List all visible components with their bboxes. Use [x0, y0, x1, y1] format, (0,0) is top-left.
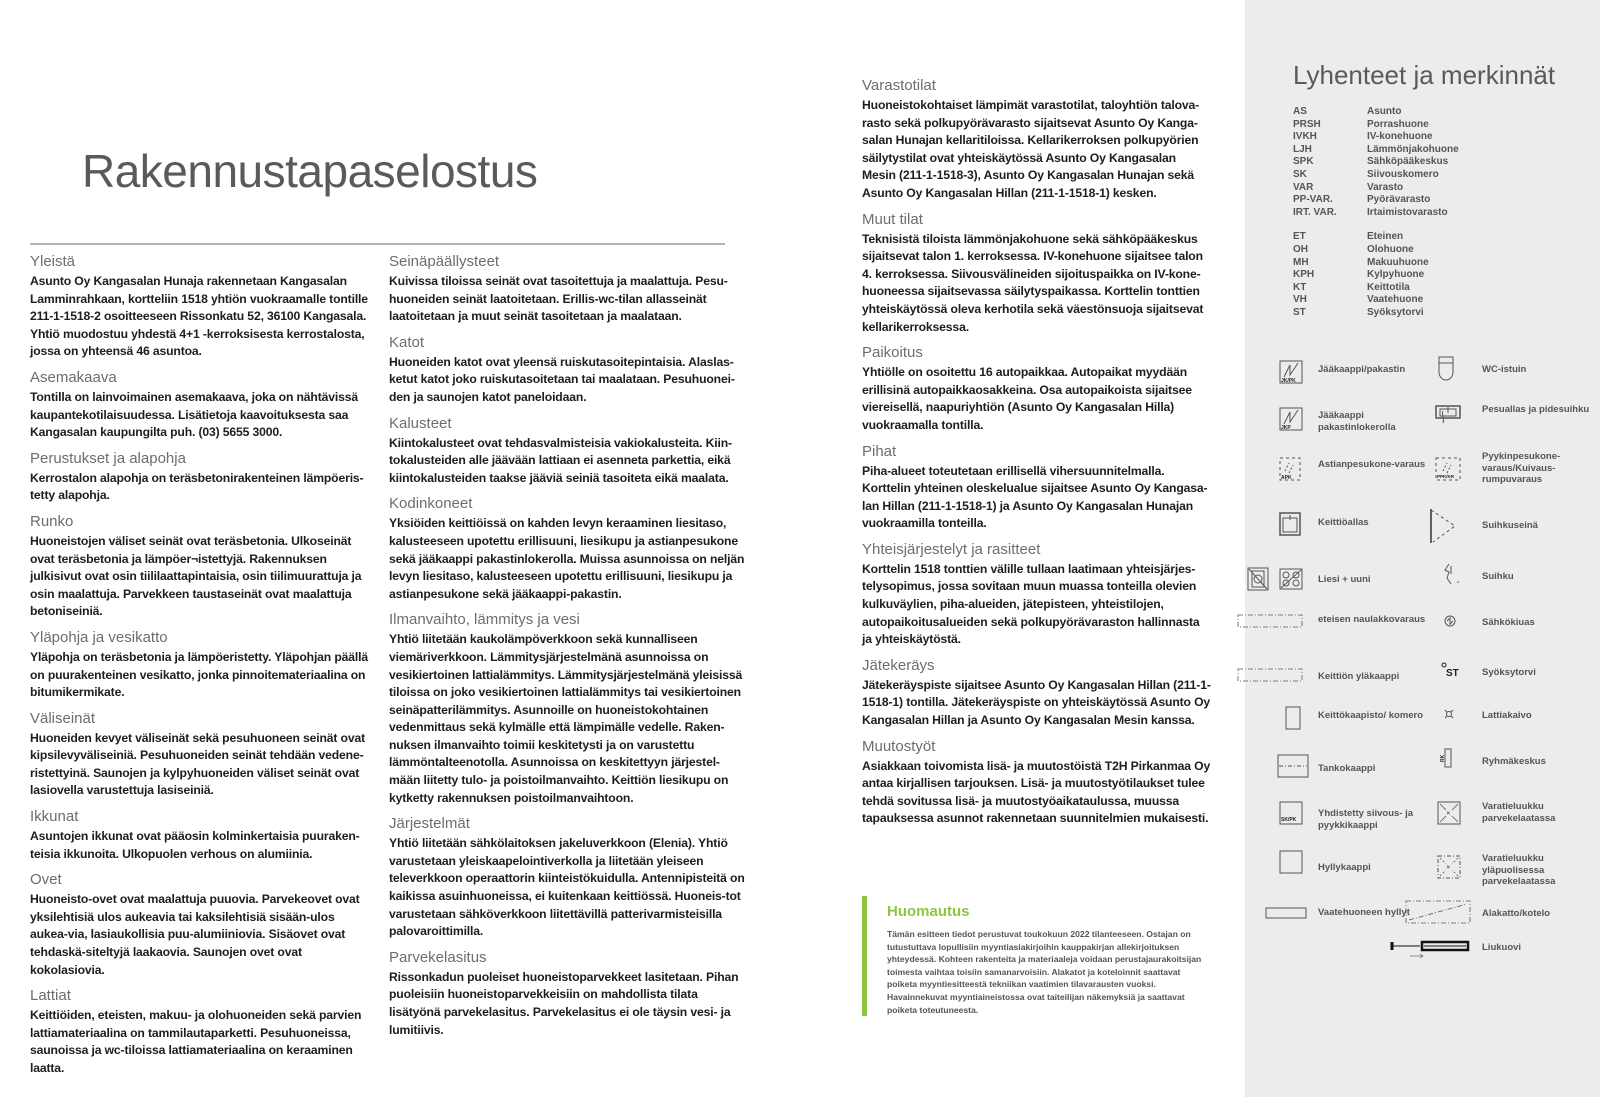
section-ilmanvaihto-lammitys-ja-vesi — [389, 610, 745, 807]
abbreviation-code: ST — [1293, 306, 1306, 318]
section-heading: Muut tilat — [862, 210, 923, 228]
legend-symbol-label: Syöksytorvi — [1482, 667, 1536, 678]
note-box — [862, 896, 1212, 1016]
cabinet-closet-icon — [1285, 706, 1301, 730]
section-heading: Ikkunat — [30, 808, 79, 826]
text-column-1 — [30, 252, 375, 1085]
section-heading: Yläpohja ja vesikatto — [30, 628, 168, 646]
abbreviation-code: IVKH — [1293, 131, 1317, 143]
sliding-door-icon — [1390, 940, 1470, 962]
abbreviation-code: ET — [1293, 231, 1306, 243]
section-body: Yksiöiden keittiöissä on kahden levyn keraaminen liesitaso, kalusteeseen upotettu erillisuuni, liesikupu ja astianpesukone sekä jääkaappi pakastinlokerolla. Muissa asunnoissa on neljän levyn liesitaso, kalusteeseen upotettu erillisuuni, liesikupu ja astianpesukone sekä jääkaappi-pakastin. — [389, 516, 745, 601]
legend-symbol-label: Suihkuseinä — [1482, 520, 1538, 531]
section-body: Yhtiö liitetään kaukolämpöverkkoon sekä kunnalliseen viemäriverkkoon. Lämmitysjärjestelmänä asunnoissa on vesikiertoinen lattialämmitys. Lämmitysjärjestelmänä yleisissä tiloissa on joko vesikiertoinen lattialämmitys tai vesikiertoinen seinäpatterilämmitys. Asunnoille on huoneistokohtainen vedenmittaus sekä kylmälle että lämpimälle vedelle. Raken-nuksen ilmanvaihto toimii keskitetysti ja on varustettu lämmöntalteenotolla. Asunnoissa on keskitettyyn järjestel-mään liitetty tulo- ja poistoilmanvaihto. Keittiön liesikupu on kytketty rakennuksen poistoilmanvaihtoon. — [389, 632, 743, 805]
legend-symbol-label: Suihku — [1482, 571, 1514, 582]
abbreviation-code: VH — [1293, 294, 1307, 306]
legend-symbol-label: Liesi + uuni — [1318, 574, 1371, 585]
abbreviation-row — [1293, 244, 1543, 257]
abbreviation-row — [1293, 119, 1543, 132]
page-title: Rakennustapaselostus — [82, 145, 538, 197]
abbreviation-row — [1293, 231, 1543, 244]
kitchen-sink-icon — [1279, 512, 1301, 536]
abbreviation-meaning: Siivouskomero — [1367, 168, 1439, 180]
legend-symbol-label: Yhdistetty siivous- ja pyykkikaappi — [1318, 808, 1414, 831]
abbreviation-code: OH — [1293, 243, 1308, 255]
legend-symbol-label: Lattiakaivo — [1482, 710, 1532, 721]
washer-dryer-reservation-icon — [1435, 457, 1461, 481]
svg-text:RK: RK — [1440, 754, 1446, 762]
section-pihat — [862, 442, 1212, 533]
section-heading: Katot — [389, 333, 425, 351]
section-body: Rissonkadun puoleiset huoneistoparvekkeet lasitetaan. Pihan puoleisiin huoneistoparvekkeisiin on mahdollista tilata lisätyönä parvekelasitus. Parvekelasitus ei ole täysin vesi- ja lumitiivis. — [389, 969, 739, 1037]
downpipe-icon — [1441, 662, 1463, 678]
section-lattiat — [30, 986, 375, 1077]
abbreviation-code: PP-VAR. — [1293, 194, 1333, 206]
section-muutostyot — [862, 737, 1212, 828]
abbreviation-row — [1293, 169, 1543, 182]
abbreviation-gap — [1293, 219, 1543, 231]
section-heading: Lattiat — [30, 987, 71, 1005]
section-jatekerays — [862, 656, 1212, 730]
section-heading: Järjestelmät — [389, 815, 470, 833]
svg-text:APK: APK — [1281, 475, 1292, 481]
legend-symbol-label: Sähkökiuas — [1482, 617, 1535, 628]
svg-text:×: × — [1446, 865, 1451, 871]
section-heading: Yhteisjärjestelyt ja rasitteet — [862, 540, 1041, 558]
legend-symbol-label: Jääkaappi pakastinlokerolla — [1318, 410, 1396, 433]
wardrobe-shelves-icon — [1265, 907, 1307, 919]
abbreviation-code: AS — [1293, 106, 1307, 117]
legend-symbol-label: Tankokaappi — [1318, 763, 1376, 774]
abbreviation-meaning: Kylpyhuone — [1367, 269, 1425, 281]
wc-seat-icon — [1437, 356, 1455, 382]
section-body: Yhtiö liitetään sähkölaitoksen jakeluverkkoon (Elenia). Yhtiö varustetaan yleiskaapelointiverkolla ja liitetään yleiseen televerkkoon operaattorin kiinteistökuidulla. Antennipisteitä on kaikissa asuinhuoneissa, ei kuitenkaan keittiössä. Huoneis-tot varustetaan sähköverkkoon liitettävillä patterivarmisteisilla palovaroittimilla. — [389, 836, 745, 939]
section-body: Huoneiden kevyet väliseinät sekä pesuhuoneen seinät ovat kipsilevyväliseiniä. Pesuhuoneiden seinät tehdään vedene-ristettyinä. Saunojen ja kylpyhuoneiden väliset seinät ovat lasiovella varustettuja lasiseiniä. — [30, 730, 366, 798]
abbreviation-meaning: Eteinen — [1367, 231, 1404, 243]
fridge-icon — [1279, 407, 1303, 431]
text-column-2 — [389, 252, 745, 1046]
section-parvekelasitus — [389, 948, 745, 1039]
abbreviation-meaning: Lämmönjakohuone — [1367, 143, 1459, 155]
section-heading: Pihat — [862, 442, 897, 460]
section-kalusteet — [389, 414, 745, 488]
section-body: Teknisistä tiloista lämmönjakohuone sekä sähköpääkeskus sijaitsevat talon 1. kerroksessa. IV-konehuone sijaitsee talon 4. kerroksessa. Siivousvälineiden sijoituspaikka on IV-kone-huoneessa sijaitsevassa säilytyspaikassa. Korttelin tonttien yhteiskäytössä oleva kerhotila sekä väestönsuoja sijaitsevat kellarikerroksessa. — [862, 231, 1204, 334]
svg-text:×: × — [1446, 811, 1451, 817]
section-body: Keittiöiden, eteisten, makuu- ja olohuoneiden sekä parvien lattiamateriaalina on tammilautaparketti. Pesuhuoneissa, saunoissa ja wc-tiloissa lattiamateriaalina on keraaminen laatta. — [30, 1008, 362, 1075]
abbreviation-code: SPK — [1293, 156, 1314, 168]
dishwasher-reservation-icon — [1279, 457, 1301, 481]
upper-cabinet-icon — [1237, 668, 1303, 682]
section-muut-tilat — [862, 210, 1212, 337]
abbreviation-meaning: Porrashuone — [1367, 118, 1429, 130]
section-heading: Parvekelasitus — [389, 948, 487, 966]
section-heading: Kodinkoneet — [389, 495, 473, 513]
balcony-hatch-icon — [1437, 801, 1461, 825]
abbreviation-meaning: Syöksytorvi — [1367, 306, 1424, 318]
abbreviation-code: PRSH — [1293, 118, 1321, 130]
section-body: Huoneistojen väliset seinät ovat teräsbetonia. Ulkoseinät ovat teräsbetonia ja lämpöer¬istettyjä. Rakennuksen julkisivut ovat osin tiililaattapintaisia, osin tiilimuurattuja ja osin maalattuja. Parvekkeen taustaseinät ovat maalattuja betoniseiniä. — [30, 533, 362, 619]
legend-symbol-label: Keittiöallas — [1318, 517, 1369, 528]
abbreviation-code: KPH — [1293, 269, 1315, 281]
section-body: Piha-alueet toteutetaan erillisellä vihersuunnitelmalla. Korttelin yhteinen oleskelualue sijaitsee Asunto Oy Kangasa-lan Hillan (211-1-1518-1) ja Asunto Oy Kangasalan Hunajan vuokraamilla tonteilla. — [862, 463, 1208, 531]
abbreviation-meaning: Asunto — [1367, 106, 1402, 117]
legend-panel — [1245, 0, 1600, 1097]
legend-symbol-label: Astianpesukone-varaus — [1318, 459, 1426, 470]
fridge-freezer-icon — [1279, 360, 1303, 384]
legend-symbol-label: eteisen naulakkovaraus — [1318, 614, 1426, 625]
section-body: Huoneiden katot ovat yleensä ruiskutasoitepintaisia. Alaslas-ketut katot joko ruiskutasoitetaan tai maalataan. Pesuhuonei-den ja saunojen katot paneloidaan. — [389, 354, 735, 404]
section-heading: Runko — [30, 512, 74, 530]
section-body: Jätekeräyspiste sijaitsee Asunto Oy Kangasalan Hillan (211-1-1518-1) tontilla. Jätekeräyspiste on yhteiskäytössä Asunto Oy Kangasalan Hillan ja Asunto Oy Kangasalan Mesin kanssa. — [862, 677, 1211, 728]
legend-symbol-label: Pesuallas ja pidesuihku — [1482, 404, 1590, 415]
section-yleista — [30, 252, 375, 361]
abbreviation-group-rooms — [1293, 106, 1543, 219]
abbreviation-code: SK — [1293, 168, 1307, 180]
legend-symbol-label: Hyllykaappi — [1318, 862, 1371, 873]
balcony-hatch-above-icon — [1437, 855, 1461, 879]
section-asemakaava — [30, 368, 375, 442]
section-heading: Muutostyöt — [862, 737, 936, 755]
title-divider — [30, 243, 725, 245]
section-body: Asuntojen ikkunat ovat pääosin kolminkertaisia puuraken-teisia ikkunoita. Ulkopuolen verhous on alumiinia. — [30, 829, 360, 861]
abbreviation-code: KT — [1293, 281, 1307, 293]
legend-symbol-label: WC-istuin — [1482, 364, 1527, 375]
section-varastotilat — [862, 76, 1212, 203]
abbreviation-row — [1293, 207, 1543, 220]
section-body: Kuivissa tiloissa seinät ovat tasoitettuja ja maalattuja. Pesu-huoneiden seinät laatoitetaan. Erillis-wc-tilan allasseinät laatoitetaan ja muut seinät tasoitetaan ja maalataan. — [389, 274, 728, 324]
stove-oven-icon — [1247, 567, 1303, 591]
section-heading: Perustukset ja alapohja — [30, 449, 186, 467]
svg-text:SK/PK: SK/PK — [1281, 817, 1297, 823]
section-jarjestelmat — [389, 814, 745, 941]
note-body: Tämän esitteen tiedot perustuvat toukokuun 2022 tilanteeseen. Ostajan on tutustuttava lopullisiin myyntiasiakirjoihin kauppakirjan allekirjoituksen yhteydessä. Kohteen rakenteita ja materiaaleja voidaan perustajaurakoitsijan toimesta vaihtaa toisiin samanarvoisiin. Alakatot ja koteloinnit saattavat poiketa myyntiesitteestä tekniikan vaatimien tilavarausten vuoksi. Havainnekuvat myyntiaineistossa ovat taiteilijan näkemyksiä ja saattavat poiketa toteutuneesta. — [887, 929, 1202, 1015]
abbreviation-row — [1293, 269, 1543, 282]
section-seinapaallysteet — [389, 252, 745, 326]
legend-symbol-label: Liukuovi — [1482, 942, 1522, 953]
abbreviation-meaning: Pyörävarasto — [1367, 194, 1431, 206]
legend-symbol-label: Varatieluukku parvekelaatassa — [1482, 801, 1556, 824]
section-body: Kiintokalusteet ovat tehdasvalmisteisia vakiokalusteita. Kiin-tokalusteiden alle jäävään lattiaan ei asenneta parkettia, eikä kiintokalusteiden taakse jääviä seiniä tasoiteta eikä maalata. — [389, 435, 732, 485]
rod-cabinet-icon — [1277, 754, 1309, 778]
legend-symbol-label: Pyykinpesukone-varaus/Kuivaus-rumpuvaraus — [1482, 451, 1561, 485]
section-body: Yhtiölle on osoitettu 16 autopaikkaa. Autopaikat myydään erillisinä autopaikkaosakkeina. Osa autopaikoista sijaitsee viereisellä, naapuriyhtiön (Asunto Oy Kangasalan Hilla) vuokraamalla tontilla. — [862, 365, 1192, 432]
legend-symbol-label: Jääkaappi/pakastin — [1318, 364, 1406, 375]
shower-icon — [1441, 562, 1461, 586]
section-heading: Varastotilat — [862, 77, 936, 94]
section-body: Tontilla on lainvoimainen asemakaava, joka on nähtävissä kaupantekotilaisuudessa. Lisätietoja kaavoituksesta saa Kangasalan kaupungilta puh. (03) 5655 3000. — [30, 389, 359, 440]
section-heading: Asemakaava — [30, 368, 117, 386]
abbreviation-meaning: Olohuone — [1367, 243, 1414, 255]
section-runko — [30, 512, 375, 621]
section-katot — [389, 333, 745, 407]
section-heading: Ovet — [30, 871, 62, 889]
legend-title: Lyhenteet ja merkinnät — [1293, 60, 1556, 90]
text-column-3 — [862, 76, 1212, 835]
abbreviation-meaning: Irtaimistovarasto — [1367, 206, 1448, 218]
abbreviation-row — [1293, 257, 1543, 270]
section-body: Korttelin 1518 tonttien välille tullaan laatimaan yhteisjärjes-telysopimus, jossa sovitaan muun muassa tonteilla olevien kulkuväylien, piha-alueiden, jätepisteen, yhteistilojen, autopaikoitusalueiden sekä polkupyörävaraston hallinnasta ja yhteiskäytöstä. — [862, 561, 1200, 647]
section-heading: Väliseinät — [30, 709, 96, 727]
svg-text:JKP: JKP — [1281, 425, 1291, 431]
abbreviation-meaning: IV-konehuone — [1367, 131, 1433, 143]
abbreviation-row — [1293, 282, 1543, 295]
svg-text:JK/PK: JK/PK — [1281, 378, 1296, 384]
abbreviation-row — [1293, 106, 1543, 119]
abbreviation-group-spaces — [1293, 231, 1543, 319]
abbreviation-meaning: Varasto — [1367, 181, 1404, 193]
section-ylapohja-ja-vesikatto — [30, 628, 375, 702]
abbreviation-row — [1293, 131, 1543, 144]
abbreviation-meaning: Makuuhuone — [1367, 256, 1429, 268]
floor-drain-icon — [1443, 708, 1455, 720]
section-kodinkoneet — [389, 494, 745, 603]
section-paikoitus — [862, 343, 1212, 434]
washbasin-bidet-shower-icon — [1435, 403, 1461, 425]
section-body: Kerrostalon alapohja on teräsbetonirakenteinen lämpöeris-tetty alapohja. — [30, 470, 364, 503]
section-body: Huoneistokohtaiset lämpimät varastotilat, taloyhtiön talova-rasto sekä polkupyörävarasto sijaitsevat Asunto Oy Kanga-salan Hunajan kellaritiloissa. Kellarikerroksen polkupyörien säilytystilat ovat yhteiskäytössä Asunto Oy Kangasalan Mesin (211-1-1518-3), Asunto Oy Kangasalan Hunajan sekä Asunto Oy Kangasalan Hillan (211-1-1518-1) kesken. — [862, 98, 1200, 200]
abbreviation-row — [1293, 156, 1543, 169]
section-yhteisjarjestelyt-ja-rasitteet — [862, 540, 1212, 649]
svg-text:PPK/KR: PPK/KR — [1437, 474, 1455, 479]
abbreviation-meaning: Vaatehuone — [1367, 294, 1424, 306]
section-heading: Seinäpäällysteet — [389, 253, 500, 270]
note-heading: Huomautus — [887, 903, 970, 920]
legend-symbol-label: Keittiön yläkaappi — [1318, 671, 1400, 682]
abbreviation-code: VAR — [1293, 181, 1314, 193]
legend-symbol-label: Ryhmäkeskus — [1482, 756, 1546, 767]
abbreviation-code: LJH — [1293, 143, 1312, 155]
section-heading: Paikoitus — [862, 344, 923, 362]
lowered-ceiling-icon — [1405, 900, 1471, 924]
section-heading: Jätekeräys — [862, 656, 935, 674]
shower-wall-icon — [1427, 508, 1457, 544]
cleaning-laundry-cabinet-icon — [1279, 801, 1303, 825]
legend-symbol-label: Vaatehuoneen hyllyt — [1318, 907, 1410, 918]
electric-sauna-stove-icon — [1443, 614, 1457, 628]
abbreviation-code: IRT. VAR. — [1293, 206, 1337, 218]
svg-text:ST: ST — [1446, 668, 1459, 678]
abbreviation-row — [1293, 194, 1543, 207]
section-heading: Kalusteet — [389, 414, 452, 432]
section-ovet — [30, 870, 375, 979]
abbreviation-meaning: Keittotila — [1367, 281, 1410, 293]
section-body: Yläpohja on teräsbetonia ja lämpöeristetty. Yläpohjan päällä on puurakenteinen vesikatto, jonka pinnoitemateriaalina on bitumikermikate. — [30, 649, 368, 700]
legend-symbol-label: Keittökaapisto/ komero — [1318, 710, 1424, 721]
distribution-board-icon — [1437, 748, 1453, 768]
abbreviation-row — [1293, 307, 1543, 320]
abbreviation-code: MH — [1293, 256, 1309, 268]
abbreviation-meaning: Sähköpääkeskus — [1367, 156, 1449, 168]
shelf-cabinet-icon — [1279, 850, 1303, 874]
section-perustukset-ja-alapohja — [30, 449, 375, 505]
section-heading: Ilmanvaihto, lämmitys ja vesi — [389, 611, 580, 629]
section-valiseinat — [30, 709, 375, 800]
section-body: Asiakkaan toivomista lisä- ja muutostöistä T2H Pirkanmaa Oy antaa kirjallisen tarjouksen. Lisä- ja muutostyötilaukset tulee tehdä sovitussa lisä- ja muutostyöaikataulussa, muussa tapauksessa asunnot rakennetaan suunnitelmien mukaisesti. — [862, 758, 1211, 826]
section-heading: Yleistä — [30, 253, 76, 270]
abbreviation-row — [1293, 182, 1543, 195]
legend-symbol-label: Alakatto/kotelo — [1482, 908, 1551, 919]
section-body: Huoneisto-ovet ovat maalattuja puuovia. Parvekeovet ovat yksilehtisiä ulos aukeavia tai kaksilehtisiä sisään-ulos aukea-via, lasiaukollisia puu-alumiiniovia. Sisäovet ovat tehdaskä-siteltyjä laakaovia. Saunojen ovet ovat kokolasiovia. — [30, 892, 360, 977]
section-body: Asunto Oy Kangasalan Hunaja rakennetaan Kangasalan Lamminrahkaan, kortteliin 1518 yhtiön vuokraamalle tontille 211-1-1518-2 osoitteeseen Rissonkatu 52, 36100 Kangasala. Yhtiö muodostuu yhdestä 4+1 -kerroksisesta kerrostalosta, jossa on yhteensä 46 asuntoa. — [30, 274, 368, 359]
abbreviation-list — [1293, 106, 1543, 320]
abbreviation-row — [1293, 294, 1543, 307]
section-ikkunat — [30, 807, 375, 863]
coat-rack-reservation-icon — [1237, 614, 1303, 628]
legend-symbol-label: Varatieluukku yläpuolisessa parvekelaatassa — [1482, 853, 1556, 887]
abbreviation-row — [1293, 144, 1543, 157]
